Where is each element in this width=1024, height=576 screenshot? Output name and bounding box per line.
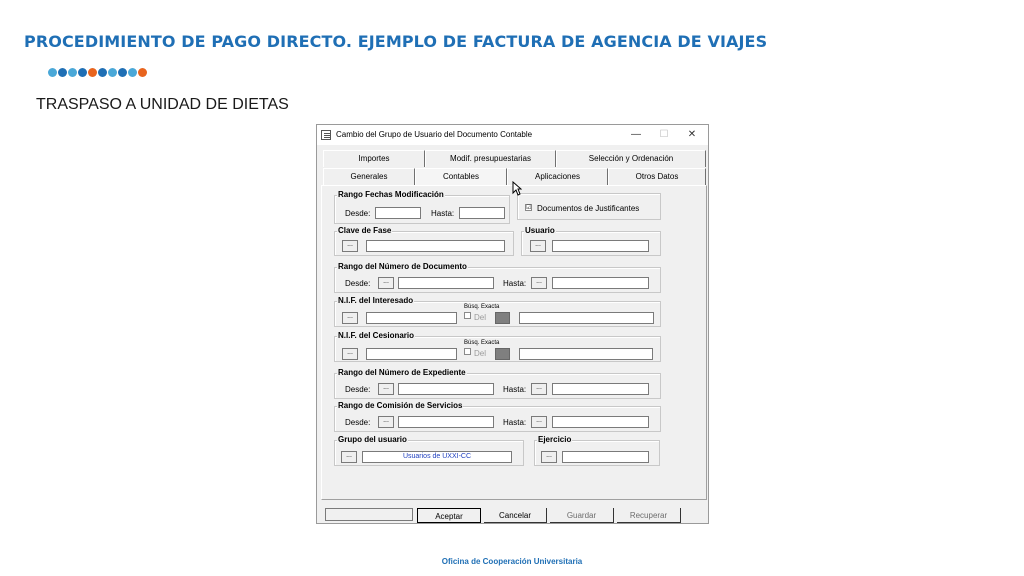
tab-importes[interactable]: Importes	[323, 150, 425, 167]
del-label: Del	[474, 349, 487, 358]
usuario-browse-button[interactable]: ...	[530, 240, 546, 252]
nif-cesionario-browse-button[interactable]: ...	[342, 348, 358, 360]
group-label: Clave de Fase	[338, 226, 392, 235]
del-label: Del	[474, 313, 487, 322]
decorative-dot	[78, 68, 87, 77]
busq-exacta-label: Búsq. Exacta	[464, 304, 500, 310]
document-icon	[321, 130, 331, 140]
color-indicator	[495, 348, 510, 360]
documentos-justificantes-checkbox[interactable]: ☑	[526, 205, 532, 211]
title-bar[interactable]	[317, 125, 708, 145]
aceptar-button[interactable]: Aceptar	[417, 508, 481, 523]
group-nif-interesado	[334, 296, 661, 327]
decorative-dot	[118, 68, 127, 77]
documento-desde-input[interactable]	[398, 277, 494, 289]
nif-cesionario-del-checkbox[interactable]	[464, 348, 471, 355]
group-rango-documento	[334, 262, 661, 293]
usuario-input[interactable]	[552, 240, 649, 252]
decorative-dot	[58, 68, 67, 77]
documentos-justificantes-label: Documentos de Justificantes	[537, 204, 640, 213]
group-nif-cesionario	[334, 331, 661, 362]
group-label: N.I.F. del Cesionario	[338, 331, 415, 340]
tab-modif-presupuestarias[interactable]: Modif. presupuestarias	[425, 150, 556, 167]
group-ejercicio	[534, 435, 660, 466]
busq-exacta-label: Búsq. Exacta	[464, 340, 500, 346]
expediente-desde-input[interactable]	[398, 383, 494, 395]
documento-desde-browse-button[interactable]: ...	[378, 277, 394, 289]
decorative-dot	[88, 68, 97, 77]
nif-interesado-del-checkbox[interactable]	[464, 312, 471, 319]
guardar-button[interactable]: Guardar	[550, 508, 614, 523]
group-label: Grupo del usuario	[338, 435, 407, 444]
comision-desde-browse-button[interactable]: ...	[378, 416, 394, 428]
group-grupo-usuario	[334, 435, 524, 466]
group-rango-expediente	[334, 368, 661, 399]
group-rango-comision	[334, 401, 661, 432]
group-label: Usuario	[525, 226, 555, 235]
grupo-usuario-input[interactable]: Usuarios de UXXI-CC	[362, 451, 512, 463]
group-documentos	[517, 193, 661, 220]
decorative-dot	[48, 68, 57, 77]
tab-seleccion-ordenacion[interactable]: Selección y Ordenación	[556, 150, 706, 167]
documento-hasta-browse-button[interactable]: ...	[531, 277, 547, 289]
group-clave-fase	[334, 226, 514, 256]
tab-panel	[321, 185, 707, 500]
comision-desde-input[interactable]	[398, 416, 494, 428]
group-rango-fechas	[334, 190, 510, 224]
maximize-button[interactable]: ☐	[659, 129, 669, 140]
decorative-dot	[108, 68, 117, 77]
recuperar-button[interactable]: Recuperar	[617, 508, 681, 523]
label-hasta: Hasta:	[503, 385, 527, 394]
fecha-hasta-input[interactable]	[459, 207, 505, 219]
label-desde: Desde:	[345, 418, 371, 427]
nif-interesado-nombre-input[interactable]	[519, 312, 654, 324]
ejercicio-input[interactable]	[562, 451, 649, 463]
decorative-dot	[138, 68, 147, 77]
ejercicio-browse-button[interactable]: ...	[541, 451, 557, 463]
group-label: Rango de Comisión de Servicios	[338, 401, 463, 410]
decorative-dot	[68, 68, 77, 77]
fecha-desde-input[interactable]	[375, 207, 421, 219]
nif-interesado-browse-button[interactable]: ...	[342, 312, 358, 324]
clave-fase-browse-button[interactable]: ...	[342, 240, 358, 252]
label-desde: Desde:	[345, 209, 371, 218]
status-field	[325, 508, 413, 521]
grupo-usuario-browse-button[interactable]: ...	[341, 451, 357, 463]
minimize-button[interactable]: —	[631, 129, 641, 140]
nif-cesionario-nombre-input[interactable]	[519, 348, 653, 360]
nif-interesado-input[interactable]	[366, 312, 457, 324]
tab-otros-datos[interactable]: Otros Datos	[608, 168, 706, 185]
cancelar-button[interactable]: Cancelar	[484, 508, 547, 523]
comision-hasta-input[interactable]	[552, 416, 649, 428]
label-desde: Desde:	[345, 385, 371, 394]
label-hasta: Hasta:	[503, 418, 527, 427]
mouse-cursor-icon	[512, 181, 522, 196]
nif-cesionario-input[interactable]	[366, 348, 457, 360]
clave-fase-input[interactable]	[366, 240, 505, 252]
group-label: Rango del Número de Documento	[338, 262, 467, 271]
slide-title: PROCEDIMIENTO DE PAGO DIRECTO. EJEMPLO DE FACTURA DE AGENCIA DE VIAJES	[24, 32, 768, 51]
group-label: N.I.F. del Interesado	[338, 296, 414, 305]
close-button[interactable]: ✕	[687, 129, 697, 140]
decorative-dots	[48, 68, 147, 78]
expediente-desde-browse-button[interactable]: ...	[378, 383, 394, 395]
expediente-hasta-input[interactable]	[552, 383, 649, 395]
group-label: Rango Fechas Modificación	[338, 190, 444, 199]
color-indicator	[495, 312, 510, 324]
slide-footer: Oficina de Cooperación Universitaria	[441, 557, 583, 566]
decorative-dot	[98, 68, 107, 77]
decorative-dot	[128, 68, 137, 77]
tab-contables[interactable]: Contables	[415, 168, 507, 185]
label-desde: Desde:	[345, 279, 371, 288]
comision-hasta-browse-button[interactable]: ...	[531, 416, 547, 428]
slide-subtitle: TRASPASO A UNIDAD DE DIETAS	[36, 96, 289, 113]
tab-aplicaciones[interactable]: Aplicaciones	[507, 168, 608, 185]
label-hasta: Hasta:	[431, 209, 455, 218]
window-title: Cambio del Grupo de Usuario del Documento Contable	[336, 130, 533, 139]
group-usuario	[521, 226, 661, 256]
tab-generales[interactable]: Generales	[323, 168, 415, 185]
label-hasta: Hasta:	[503, 279, 527, 288]
documento-hasta-input[interactable]	[552, 277, 649, 289]
group-label: Ejercicio	[538, 435, 572, 444]
expediente-hasta-browse-button[interactable]: ...	[531, 383, 547, 395]
group-label: Rango del Número de Expediente	[338, 368, 466, 377]
